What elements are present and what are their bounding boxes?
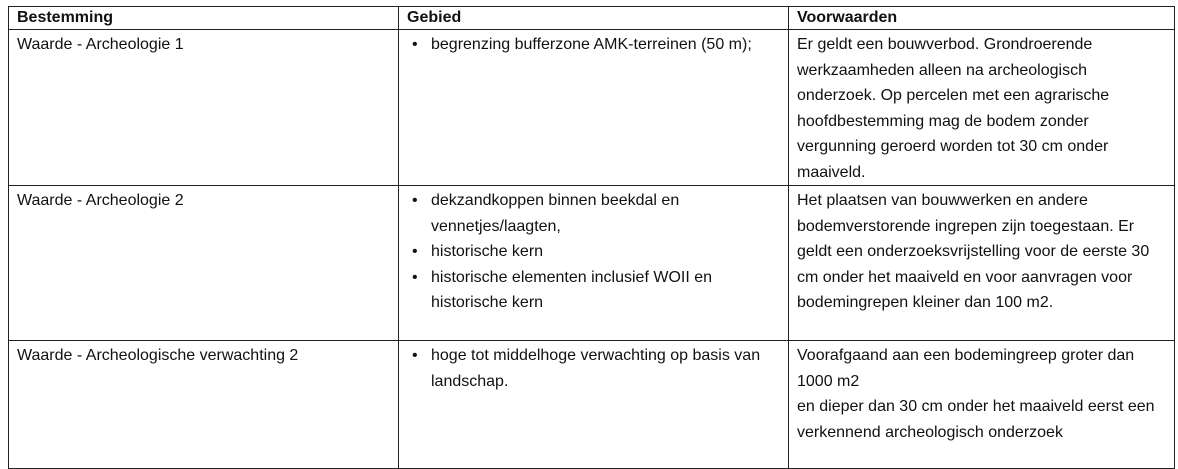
list-item: • historische kern	[407, 239, 780, 265]
list-item: • begrenzing bufferzone AMK-terreinen (50 m);	[407, 32, 780, 58]
cell-bestemming: Waarde - Archeologie 1	[9, 30, 399, 186]
voorwaarden-text: Voorafgaand aan een bodemingreep groter dan 1000 m2	[797, 347, 1135, 390]
cell-bestemming: Waarde - Archeologie 2	[9, 186, 399, 341]
header-bestemming: Bestemming	[9, 7, 399, 30]
cell-voorwaarden	[789, 341, 1175, 469]
requirements-table	[8, 6, 1175, 469]
voorwaarden-text: verkennend archeologisch onderzoek	[797, 423, 1063, 441]
list-item: • hoge tot middelhoge verwachting op basis van landschap.	[407, 343, 780, 394]
list-item: • historische elementen inclusief WOII en historische kern	[407, 265, 780, 316]
table-row	[9, 30, 1175, 186]
voorwaarden-text: Er geldt een bouwverbod. Grondroerende werkzaamheden alleen na archeologisch onderzoek. Op percelen met een agrarische hoofdbestemming mag de bodem zonder vergunning geroerd worden tot 30 cm onder maaiveld.	[797, 36, 1110, 181]
voorwaarden-text: Het plaatsen van bouwwerken en andere bodemverstorende ingrepen zijn toegestaan. Er geldt een onderzoeksvrijstelling voor de eerste 30 cm onder het maaiveld en voor aanvragen voor bodemingrepen kleiner dan 100 m2.	[797, 192, 1150, 311]
gebied-list	[407, 32, 780, 58]
gebied-list	[407, 188, 780, 316]
cell-gebied	[399, 186, 789, 341]
header-voorwaarden: Voorwaarden	[789, 7, 1175, 30]
list-item: • dekzandkoppen binnen beekdal en vennetjes/laagten,	[407, 188, 780, 239]
table-row	[9, 186, 1175, 341]
cell-gebied	[399, 30, 789, 186]
header-gebied: Gebied	[399, 7, 789, 30]
cell-voorwaarden	[789, 30, 1175, 186]
header-row	[9, 7, 1175, 30]
cell-voorwaarden	[789, 186, 1175, 341]
cell-bestemming: Waarde - Archeologische verwachting 2	[9, 341, 399, 469]
cell-gebied	[399, 341, 789, 469]
voorwaarden-text: en dieper dan 30 cm onder het maaiveld eerst een	[797, 398, 1155, 415]
table-row	[9, 341, 1175, 469]
gebied-list	[407, 343, 780, 394]
